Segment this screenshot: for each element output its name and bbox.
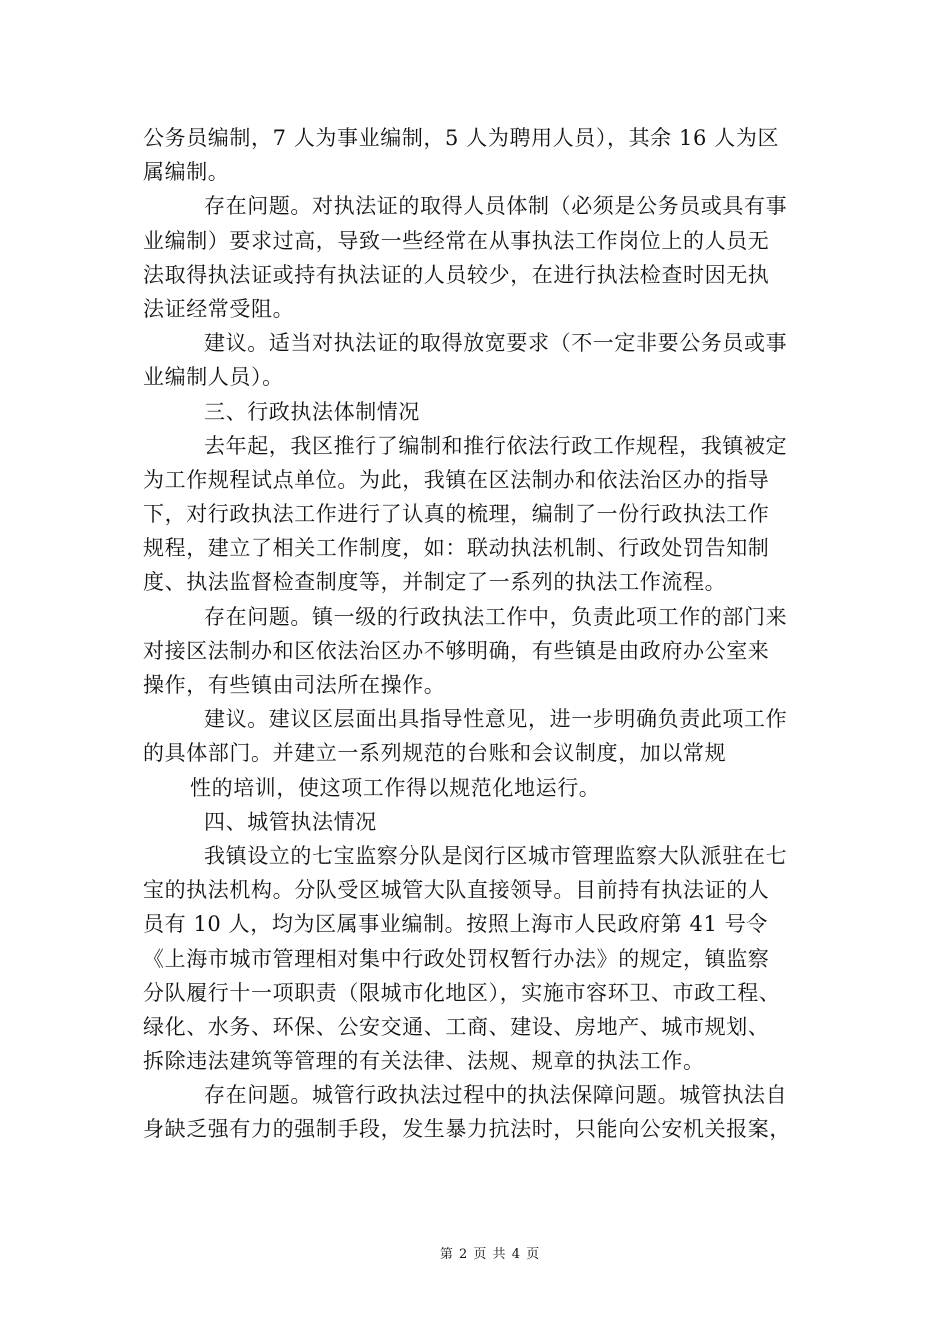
text-line: 身缺乏强有力的强制手段，发生暴力抗法时，只能向公安机关报案， xyxy=(143,1117,791,1142)
text-line: 拆除违法建筑等管理的有关法律、法规、规章的执法工作。 xyxy=(143,1049,705,1074)
text-line: 《上海市城市管理相对集中行政处罚权暂行办法》的规定，镇监察 xyxy=(143,946,770,971)
text-line: 存在问题。镇一级的行政执法工作中，负责此项工作的部门来 xyxy=(204,604,788,629)
text-line: 规程，建立了相关工作制度，如：联动执法机制、行政处罚告知制 xyxy=(143,536,770,561)
text-line: 宝的执法机构。分队受区城管大队直接领导。目前持有执法证的人 xyxy=(143,878,770,903)
document-body xyxy=(143,121,823,1147)
text-line: 建议。适当对执法证的取得放宽要求（不一定非要公务员或事 xyxy=(204,331,788,356)
text-line: 去年起，我区推行了编制和推行依法行政工作规程，我镇被定 xyxy=(204,433,788,458)
text-line: 业编制）要求过高，导致一些经常在从事执法工作岗位上的人员无 xyxy=(143,228,770,253)
text-line: 度、执法监督检查制度等，并制定了一系列的执法工作流程。 xyxy=(143,570,727,595)
text-line: 对接区法制办和区依法治区办不够明确，有些镇是由政府办公室来 xyxy=(143,638,770,663)
text-line: 性的培训，使这项工作得以规范化地运行。 xyxy=(190,775,601,800)
text-line: 为工作规程试点单位。为此，我镇在区法制办和依法治区办的指导 xyxy=(143,467,770,492)
text-line: 下，对行政执法工作进行了认真的梳理，编制了一份行政执法工作 xyxy=(143,502,770,527)
text-line: 操作，有些镇由司法所在操作。 xyxy=(143,673,446,697)
text-line: 的具体部门。并建立一系列规范的台账和会议制度，加以常规 xyxy=(143,741,727,766)
text-line: 四、城管执法情况 xyxy=(204,809,377,834)
text-line: 分队履行十一项职责（限城市化地区），实施市容环卫、市政工程、 xyxy=(143,980,781,1005)
text-line: 存在问题。城管行政执法过程中的执法保障问题。城管执法自 xyxy=(204,1083,788,1108)
text-line: 存在问题。对执法证的取得人员体制（必须是公务员或具有事 xyxy=(204,194,788,219)
text-line: 公务员编制，7 人为事业编制，5 人为聘用人员），其余 16 人为区 xyxy=(143,126,780,150)
text-line: 员有 10 人，均为区属事业编制。按照上海市人民政府第 41 号令 xyxy=(143,912,768,937)
text-line: 绿化、水务、环保、公安交通、工商、建设、房地产、城市规划、 xyxy=(143,1014,770,1039)
text-line: 建议。建议区层面出具指导性意见，进一步明确负责此项工作 xyxy=(204,707,788,732)
text-line: 三、行政执法体制情况 xyxy=(204,399,420,424)
text-line: 法证经常受阻。 xyxy=(143,296,295,321)
text-line: 法取得执法证或持有执法证的人员较少，在进行执法检查时因无执 xyxy=(143,262,770,287)
text-line: 业编制人员）。 xyxy=(143,365,284,390)
page-number-footer: 第 2 页 共 4 页 xyxy=(439,1247,541,1262)
text-line: 属编制。 xyxy=(143,160,230,185)
text-line: 我镇设立的七宝监察分队是闵行区城市管理监察大队派驻在七 xyxy=(204,843,788,868)
